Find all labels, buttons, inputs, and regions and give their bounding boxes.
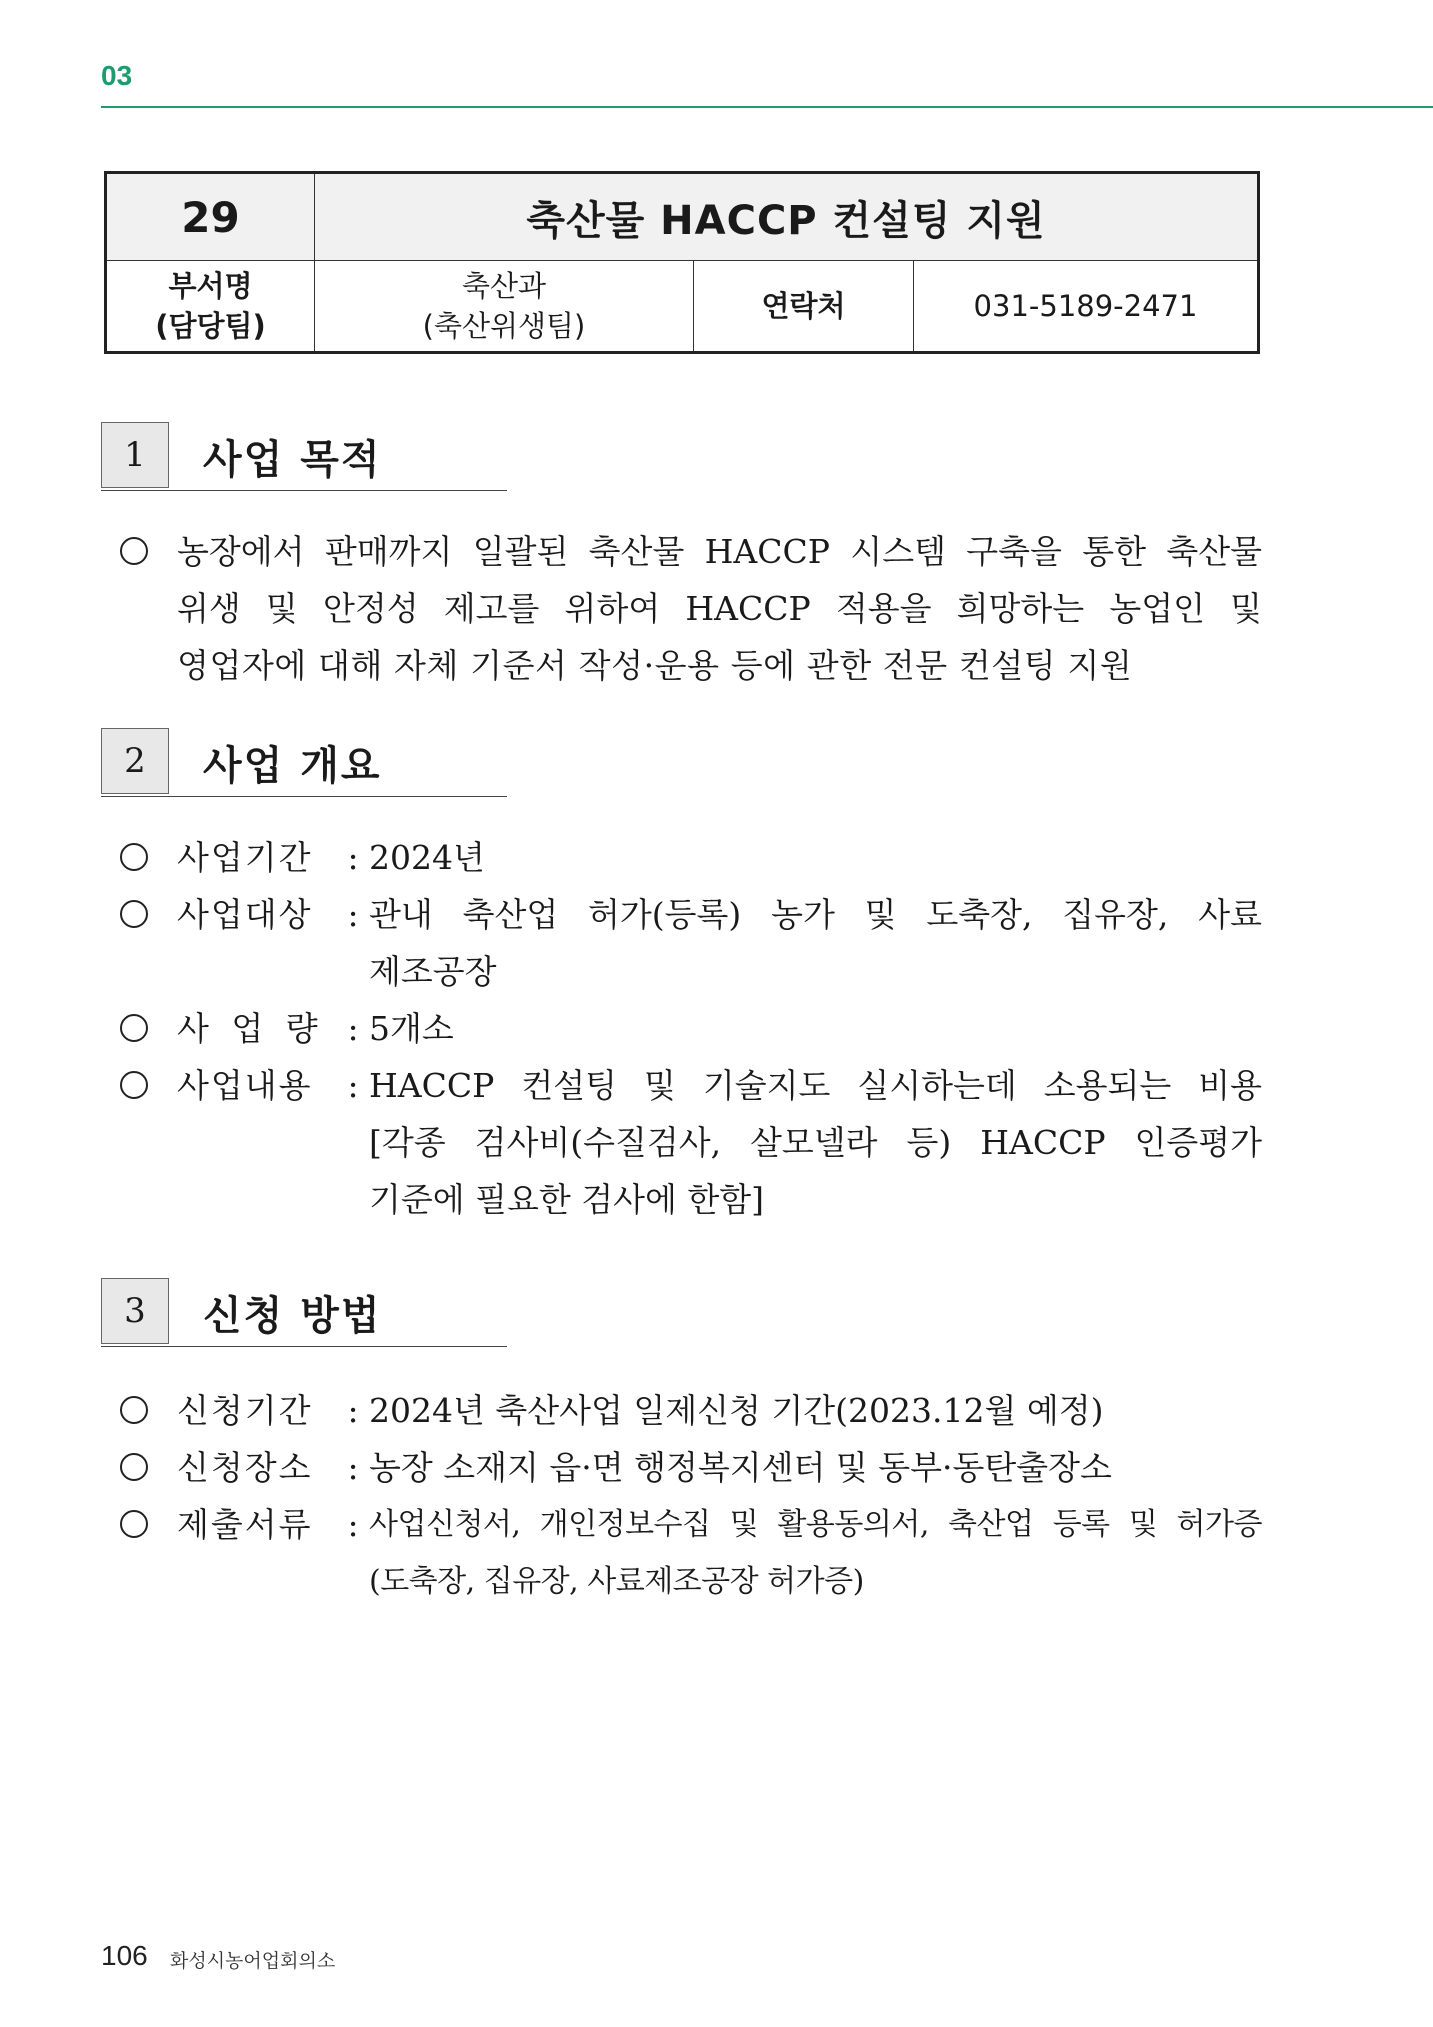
text-line: 위생 및 안정성 제고를 위하여 HACCP 적용을 희망하는 농업인 및 [177,589,1262,628]
item-value: 사업신청서, 개인정보수집 및 활용동의서, 축산업 등록 및 허가증 [369,1507,1262,1542]
item-value: 관내 축산업 허가(등록) 농가 및 도축장, 집유장, 사료 [369,895,1262,934]
list-item [120,1000,1262,1057]
item-label: 신청기간 [177,1391,313,1430]
colon: : [347,1391,359,1430]
section-header-overview [101,728,507,797]
list-item [120,1382,1262,1439]
section-header-purpose [101,422,507,491]
circle-bullet-icon [120,1453,148,1481]
dept-value [315,261,694,353]
colon: : [347,1505,359,1544]
circle-bullet-icon [120,537,148,565]
item-value: HACCP 컨설팅 및 기술지도 실시하는데 소용되는 비용 [369,1066,1262,1105]
page-number: 106 [101,1940,148,1971]
circle-bullet-icon [120,1014,148,1042]
list-item [120,523,1262,694]
dept-label [106,261,315,353]
application-list [120,1382,1262,1610]
dept-label-line2: (담당팀) [155,309,266,343]
item-value: (도축장, 집유장, 사료제조공장 허가증) [369,1564,864,1599]
item-value: 2024년 축산사업 일제신청 기간(2023.12월 예정) [369,1391,1104,1430]
section-number: 3 [101,1278,169,1344]
item-value: 농장 소재지 읍·면 행정복지센터 및 동부·동탄출장소 [369,1448,1112,1487]
item-label: 제출서류 [177,1505,313,1544]
circle-bullet-icon [120,1396,148,1424]
circle-bullet-icon [120,900,148,928]
item-label: 사업내용 [177,1066,313,1105]
section-number: 2 [101,728,169,794]
item-label: 사업대상 [177,895,313,934]
item-label: 사업기간 [177,838,313,877]
overview-list [120,829,1262,1228]
item-value: [각종 검사비(수질검사, 살모넬라 등) HACCP 인증평가 [369,1123,1262,1162]
footer-org-name: 화성시농어업회의소 [170,1950,336,1972]
section-title: 사업 목적 [203,437,382,483]
colon: : [347,1066,359,1105]
list-item [120,829,1262,886]
program-number: 29 [106,173,315,261]
section-title: 신청 방법 [203,1293,382,1339]
list-item [120,1057,1262,1228]
program-info-table [104,171,1260,354]
info-title-row [106,173,1259,261]
item-value: 기준에 필요한 검사에 한함] [369,1180,765,1219]
item-label: 신청장소 [177,1448,313,1487]
item-label: 사 업 량 [177,1009,324,1048]
dept-value-line2: (축산위생팀) [422,309,586,343]
text-line: 농장에서 판매까지 일괄된 축산물 HACCP 시스템 구축을 통한 축산물 [177,532,1262,571]
purpose-list [120,523,1262,694]
chapter-number: 03 [101,60,133,91]
colon: : [347,1009,359,1048]
text-line: 영업자에 대해 자체 기준서 작성·운용 등에 관한 전문 컨설팅 지원 [177,646,1133,685]
list-item [120,1439,1262,1496]
section-title: 사업 개요 [203,743,382,789]
section-header-application [101,1278,507,1347]
circle-bullet-icon [120,1510,148,1538]
list-item [120,1496,1262,1610]
chapter-divider [101,106,1433,108]
circle-bullet-icon [120,1071,148,1099]
item-value: 2024년 [369,838,485,877]
info-detail-row [106,261,1259,353]
list-item [120,886,1262,1000]
program-title: 축산물 HACCP 컨설팅 지원 [315,173,1259,261]
section-number: 1 [101,422,169,488]
item-value: 5개소 [369,1009,454,1048]
dept-label-line1: 부서명 [168,269,253,303]
item-value: 제조공장 [369,952,497,991]
contact-label: 연락처 [694,261,914,353]
colon: : [347,838,359,877]
colon: : [347,1448,359,1487]
circle-bullet-icon [120,843,148,871]
colon: : [347,895,359,934]
contact-value: 031-5189-2471 [914,261,1259,353]
dept-value-line1: 축산과 [461,269,547,303]
